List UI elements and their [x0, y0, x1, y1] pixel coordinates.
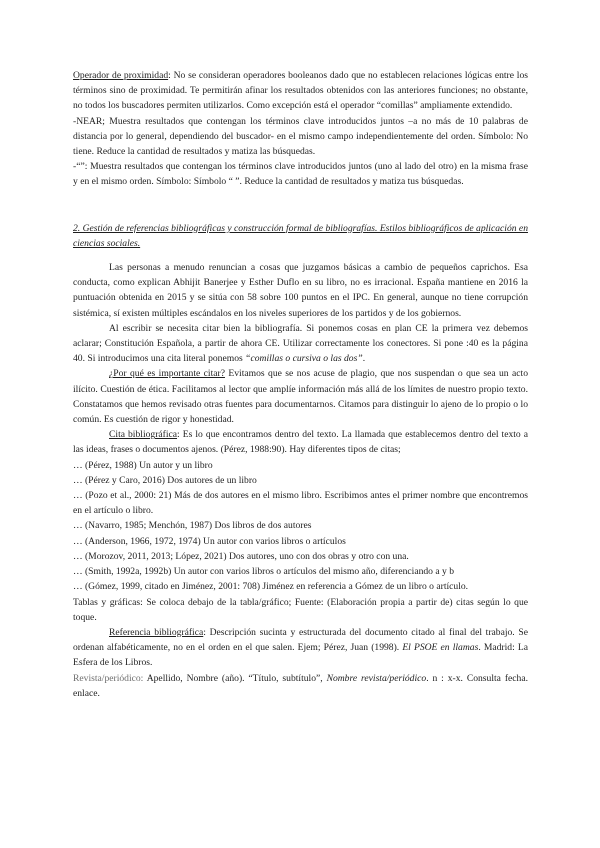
proximity-operator-text: : No se consideran operadores booleanos dado que no establecen relaciones lógicas entre los términos sino de proximidad. Te permitirán afinar los resultados obtenidos con las anteriores funciones; no obstante, no todos los buscadores permiten utilizarlos. Como excepción está el operador “comillas” ampliamente extendido.	[73, 70, 528, 112]
cita-bibliografica-heading: Cita bibliográfica	[109, 429, 178, 441]
proximity-operator-heading: Operador de proximidad	[73, 70, 169, 81]
referencia-bibliografica-end: . Madrid: La Esfera de los Libros.	[73, 642, 528, 669]
paragraph-why-cite	[73, 366, 528, 427]
referencia-book-title: El PSOE en llamas	[402, 642, 479, 654]
revista-periodico-italic: Nombre revista/periódico	[326, 672, 427, 684]
cite-example: … (Smith, 1992a, 1992b) Un autor con varios libros o artículos del mismo año, diferenciando a y b	[73, 566, 455, 578]
paragraph-renuncian: Las personas a menudo renuncian a cosas que juzgamos básicas a cambio de pequeños caprichos. Esa conducta, como explican Abhijit Banerjee y Esther Duflo en su libro, no es irracional. España mantiene en 2016 la puntuación obtenida en 2015 y se sitúa con 58 sobre 100 puntos en el IPC. En general, aunque no tiene corrupción sistémica, sí existen múltiples escándalos en los niveles superiores de los partidos y de los gobiernos.	[73, 262, 528, 319]
revista-periodico-label: Revista/periódico:	[73, 672, 144, 684]
quotes-operator-paragraph: -“”: Muestra resultados que contengan los términos clave introducidos juntos (uno al lado del otro) en la misma frase y en el mismo orden. Símbolo: Símbolo “ ”. Reduce la cantidad de resultados y matiza tus búsquedas.	[73, 161, 528, 188]
cite-example: … (Gómez, 1999, citado en Jiménez, 2001: 708) Jiménez en referencia a Gómez de un libro o artículo.	[73, 581, 469, 593]
revista-periodico-paragraph	[73, 671, 528, 701]
cite-example: … (Anderson, 1966, 1972, 1974) Un autor con varios libros o artículos	[73, 535, 346, 547]
cite-example: … (Navarro, 1985; Menchón, 1987) Dos libros de dos autores	[73, 520, 312, 532]
proximity-operator-paragraph	[73, 68, 528, 114]
why-cite-text: Evitamos que se nos acuse de plagio, que nos suspendan o que sea un acto ilícito. Cuestión de ética. Facilitamos al lector que amplíe información más allá de los límites de nuestro propio texto. Constatamos que hemos revisado otras fuentes para documentarnos. Citamos para distinguir lo ajeno de lo propio o lo común. Es cuestión de rigor y honestidad.	[73, 368, 528, 426]
near-operator-paragraph: -NEAR; Muestra resultados que contengan los términos clave introducidos juntos –a no más de 10 palabras de distancia por lo general, dependiendo del buscador- en el mismo campo independientemente del orden. Símbolo: No tiene. Reduce la cantidad de resultados y matiza las búsquedas.	[73, 115, 528, 158]
referencia-bibliografica-heading: Referencia bibliográfica	[109, 626, 204, 638]
cite-example: … (Morozov, 2011, 2013; López, 2021) Dos autores, uno con dos obras y otro con una.	[73, 550, 409, 562]
cite-example: … (Pérez, 1988) Un autor y un libro	[73, 459, 213, 471]
revista-periodico-text: Apellido, Nombre (año). “Título, subtítulo”,	[143, 672, 327, 684]
cita-bibliografica-text: : Es lo que encontramos dentro del texto. La llamada que establecemos dentro del texto a las ideas, frases o documentos ajenos. (Pérez, 1988:90). Hay diferentes tipos de citas;	[73, 429, 528, 456]
cite-example: … (Pozo et al., 2000: 21) Más de dos autores en el mismo libro. Escribimos antes el primer nombre que encontremos en el artículo o libro.	[73, 490, 528, 517]
section-spacer	[73, 190, 528, 221]
revista-periodico-end: . n : x-x. Consulta fecha. enlace.	[73, 672, 528, 699]
paragraph-cita-bibliografica	[73, 427, 528, 457]
section-2-heading: 2. Gestión de referencias bibliográficas y construcción formal de bibliografías. Estilos bibliográficos de aplicación en ciencias sociales.	[73, 222, 528, 249]
paragraph-citar-bien-italic: “comillas o cursiva o las dos”	[245, 353, 363, 365]
paragraph-citar-bien	[73, 321, 528, 367]
why-cite-question: ¿Por qué es importante citar?	[109, 368, 225, 380]
paragraph-citar-bien-end: .	[362, 353, 366, 365]
cite-example: … (Pérez y Caro, 2016) Dos autores de un libro	[73, 474, 257, 486]
paragraph-citar-bien-text: Al escribir se necesita citar bien la bibliografía. Si ponemos cosas en plan CE la primera vez debemos aclarar; Constitución Española, a partir de ahora CE. Utilizar correctamente los conectores. Si pone :40 es la página 40. Si introducimos una cita literal ponemos	[73, 322, 528, 365]
referencia-bibliografica-text: : Descripción sucinta y estructurada del documento citado al final del trabajo. Se ordenan alfabéticamente, no en el orden en el que salen. Ejem; Pérez, Juan (1998).	[73, 626, 528, 654]
tables-graphics-paragraph: Tablas y gráficas: Se coloca debajo de la tabla/gráfico; Fuente: (Elaboración propia a partir de) citas según lo que toque.	[73, 596, 528, 623]
paragraph-referencia-bibliografica	[73, 625, 528, 671]
